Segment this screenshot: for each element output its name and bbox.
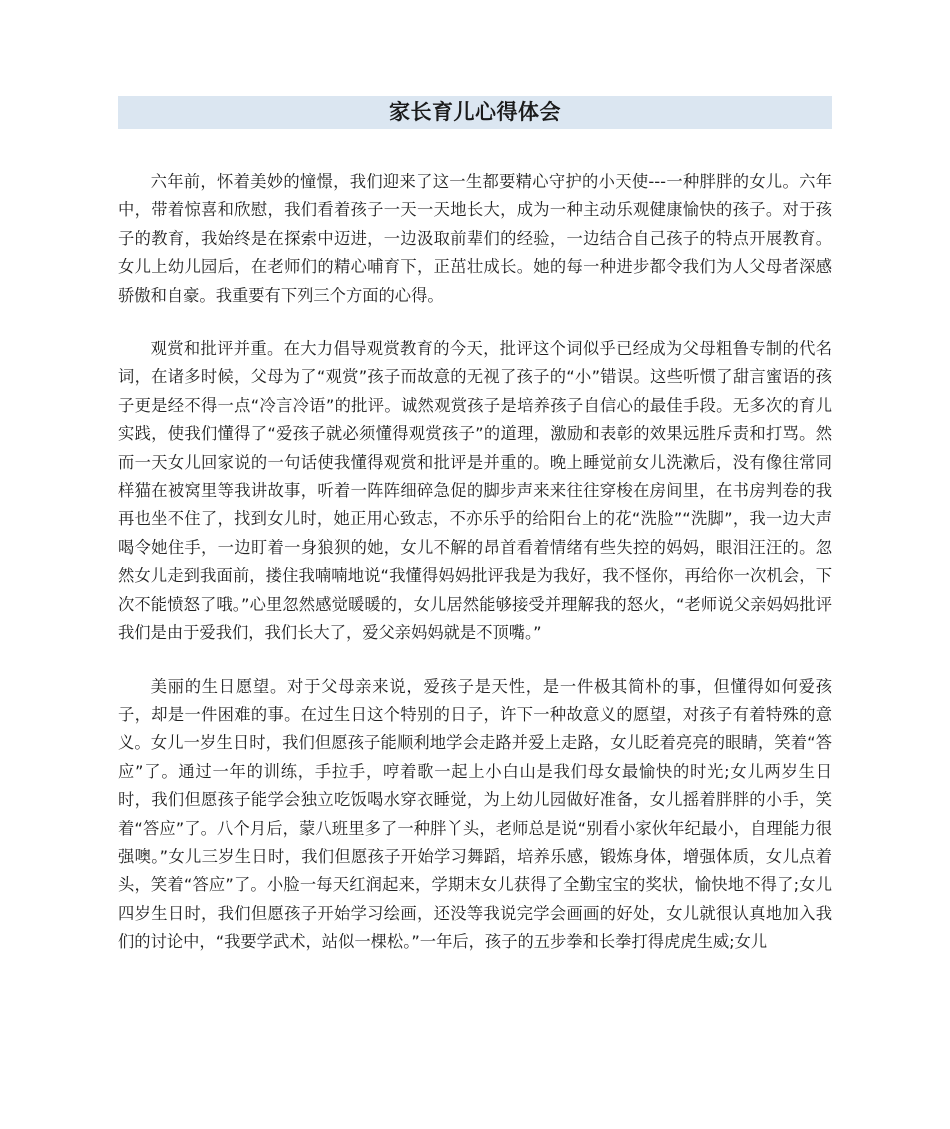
paragraph-praise-and-criticism: 观赏和批评并重。在大力倡导观赏教育的今天，批评这个词似乎已经成为父母粗鲁专制的代名词，在诸多时候，父母为了“观赏”孩子而故意的无视了孩子的“小”错误。这些听惯了甜言蜜语的孩子更是经不得一点“冷言冷语”的批评。诚然观赏孩子是培养孩子自信心的最佳手段。无多次的育儿实践，使我们懂得了“爱孩子就必须懂得观赏孩子”的道理，激励和表彰的效果远胜斥责和打骂。然而一天女儿回家说的一句话使我懂得观赏和批评是并重的。晚上睡觉前女儿洗漱后，没有像往常同样猫在被窝里等我讲故事，听着一阵阵细碎急促的脚步声来来往往穿梭在房间里，在书房判卷的我再也坐不住了，找到女儿时，她正用心致志，不亦乐乎的给阳台上的花“洗脸”“洗脚”，我一边大声喝令她住手，一边盯着一身狼狈的她，女儿不解的昂首看着情绪有些失控的妈妈，眼泪汪汪的。忽然女儿走到我面前，搂住我喃喃地说“我懂得妈妈批评我是为我好，我不怪你，再给你一次机会，下次不能愤怒了哦。”心里忽然感觉暖暖的，女儿居然能够接受并理解我的怒火，“老师说父亲妈妈批评我们是由于爱我们，我们长大了，爱父亲妈妈就是不顶嘴。”: [118, 339, 832, 643]
title-banner: [118, 96, 832, 129]
document-title: 家长育儿心得体会: [389, 100, 561, 124]
document-body: [118, 168, 832, 982]
paragraph-birthday-wishes: 美丽的生日愿望。对于父母亲来说，爱孩子是天性，是一件极其简朴的事，但懂得如何爱孩子，却是一件困难的事。在过生日这个特别的日子，许下一种故意义的愿望，对孩子有着特殊的意义。女儿一岁生日时，我们但愿孩子能顺利地学会走路并爱上走路，女儿眨着亮亮的眼睛，笑着“答应”了。通过一年的训练，手拉手，哼着歌一起上小白山是我们母女最愉快的时光;女儿两岁生日时，我们但愿孩子能学会独立吃饭喝水穿衣睡觉，为上幼儿园做好准备，女儿摇着胖胖的小手，笑着“答应”了。八个月后，蒙八班里多了一种胖丫头，老师总是说“别看小家伙年纪最小，自理能力很强噢。”女儿三岁生日时，我们但愿孩子开始学习舞蹈，培养乐感，锻炼身体，增强体质，女儿点着头，笑着“答应”了。小脸一每天红润起来，学期末女儿获得了全勤宝宝的奖状，愉快地不得了;女儿四岁生日时，我们但愿孩子开始学习绘画，还没等我说完学会画画的好处，女儿就很认真地加入我们的讨论中，“我要学武术，站似一棵松。”一年后，孩子的五步拳和长拳打得虎虎生威;女儿: [118, 676, 832, 952]
paragraph-intro: 六年前，怀着美妙的憧憬，我们迎来了这一生都要精心守护的小天使---一种胖胖的女儿。六年中，带着惊喜和欣慰，我们看着孩子一天一天地长大，成为一种主动乐观健康愉快的孩子。对于孩子的教育，我始终是在探索中迈进，一边汲取前辈们的经验，一边结合自己孩子的特点开展教育。女儿上幼儿园后，在老师们的精心哺育下，正茁壮成长。她的每一种进步都令我们为人父母者深感骄傲和自豪。我重要有下列三个方面的心得。: [118, 172, 832, 305]
